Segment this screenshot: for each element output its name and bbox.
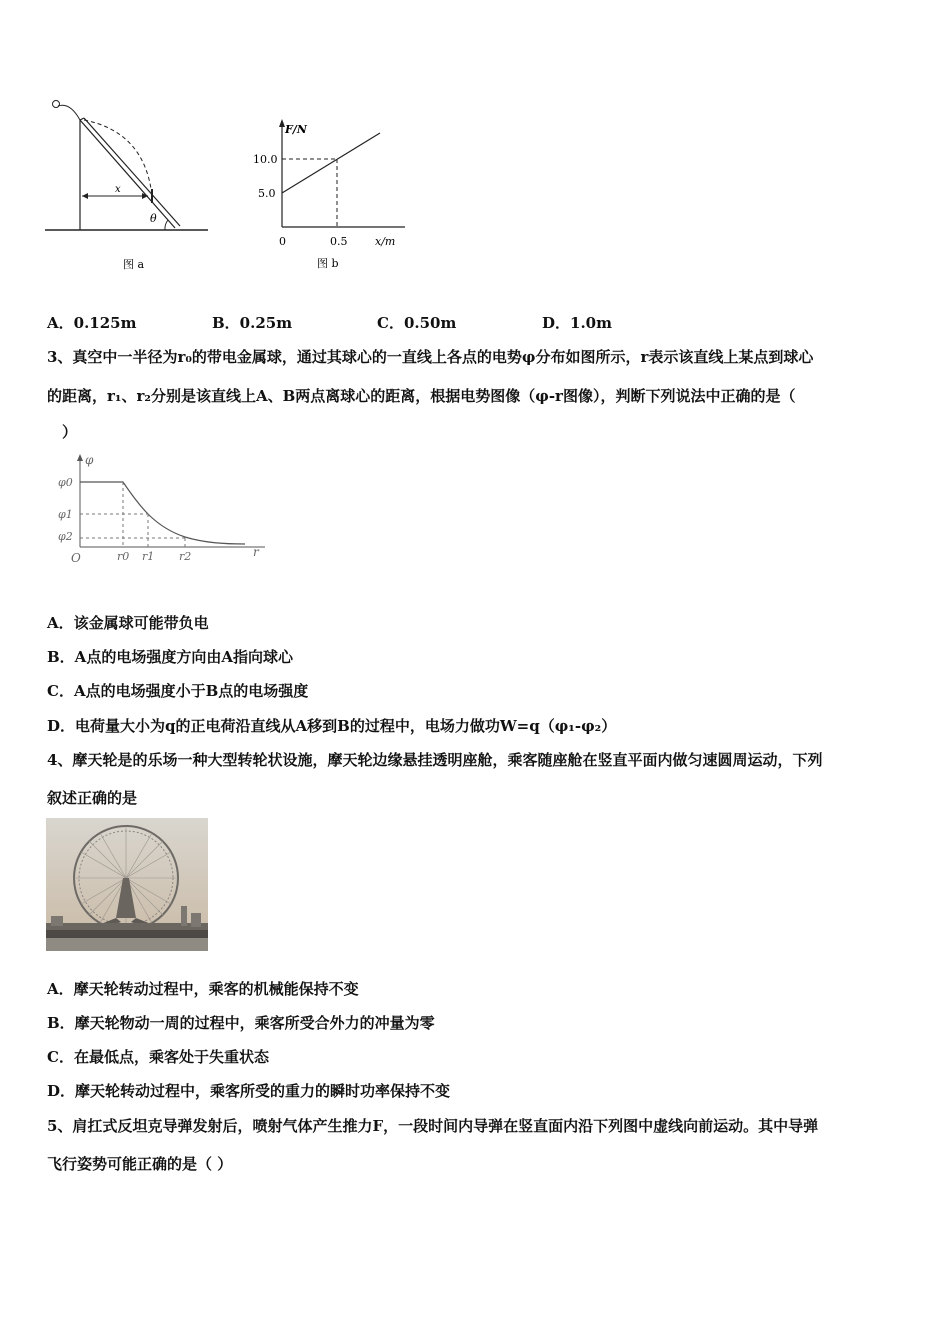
q3-x-tick: r2	[179, 550, 192, 563]
fig-b-x-tick: 0	[279, 235, 286, 248]
fig-a-x-label: x	[115, 184, 121, 195]
fig-b-x-axis: x/m	[375, 235, 396, 248]
q3-y-axis-label: φ	[85, 453, 94, 467]
fig-b-y-tick: 5.0	[258, 187, 276, 200]
fig-a-caption: 图 a	[123, 258, 145, 271]
q3-x-tick: r0	[117, 550, 130, 563]
q3-y-tick: φ2	[58, 530, 73, 543]
q3-y-tick: φ1	[58, 508, 73, 521]
q3-option-a[interactable]: A．该金属球可能带负电	[47, 614, 209, 632]
q3-y-tick: φ0	[58, 476, 73, 489]
q3-stem-line3: ）	[62, 423, 78, 441]
q3-x-tick: r1	[142, 550, 155, 563]
q2-option-a[interactable]: A．0.125m	[47, 314, 137, 332]
q4-option-a[interactable]: A．摩天轮转动过程中，乘客的机械能保持不变	[47, 980, 359, 998]
q4-option-d[interactable]: D．摩天轮转动过程中，乘客所受的重力的瞬时功率保持不变	[47, 1082, 451, 1100]
figure-a	[40, 92, 215, 282]
q5-stem-line1: 5、肩扛式反坦克导弹发射后，喷射气体产生推力F，一段时间内导弹在竖直面内沿下列图中虚线向前运动。其中导弹	[47, 1117, 819, 1135]
q2-option-c[interactable]: C．0.50m	[377, 314, 457, 332]
q4-option-c[interactable]: C．在最低点，乘客处于失重状态	[47, 1048, 269, 1066]
ferris-wheel-photo	[46, 818, 208, 951]
q3-option-c[interactable]: C．A点的电场强度小于B点的电场强度	[47, 682, 309, 700]
q3-x-axis-label: r	[253, 545, 259, 559]
fig-a-angle-label: θ	[150, 212, 157, 225]
q3-option-b[interactable]: B．A点的电场强度方向由A指向球心	[47, 648, 293, 666]
q4-stem-line2: 叙述正确的是	[47, 789, 138, 807]
figure-b	[245, 115, 410, 275]
q3-option-d[interactable]: D．电荷量大小为q的正电荷沿直线从A移到B的过程中，电场力做功W=q（φ₁-φ₂）	[47, 717, 617, 735]
q2-options	[47, 312, 907, 332]
q2-option-d[interactable]: D．1.0m	[542, 314, 612, 332]
fig-b-y-tick: 10.0	[253, 153, 278, 166]
fig-b-y-axis: F/N	[285, 123, 307, 136]
q4-option-b[interactable]: B．摩天轮物动一周的过程中，乘客所受合外力的冲量为零	[47, 1014, 435, 1032]
q3-stem-line2: 的距离，r₁、r₂分别是该直线上A、B两点离球心的距离，根据电势图像（φ-r图像），判断下列说法中正确的是（	[47, 387, 796, 405]
fig-b-caption: 图 b	[317, 257, 339, 270]
q3-stem-line1: 3、真空中一半径为r₀的带电金属球，通过其球心的一直线上各点的电势φ分布如图所示，r表示该直线上某点到球心	[47, 348, 814, 366]
fig-b-x-tick: 0.5	[330, 235, 348, 248]
q3-x-tick: O	[71, 551, 81, 565]
q4-stem-line1: 4、摩天轮是的乐场一种大型转轮状设施，摩天轮边缘悬挂透明座舱，乘客随座舱在竖直平面内做匀速圆周运动，下列	[47, 751, 823, 769]
q5-stem-line2: 飞行姿势可能正确的是（ ）	[47, 1155, 233, 1173]
q2-option-b[interactable]: B．0.25m	[212, 314, 293, 332]
q3-potential-graph	[55, 452, 270, 570]
